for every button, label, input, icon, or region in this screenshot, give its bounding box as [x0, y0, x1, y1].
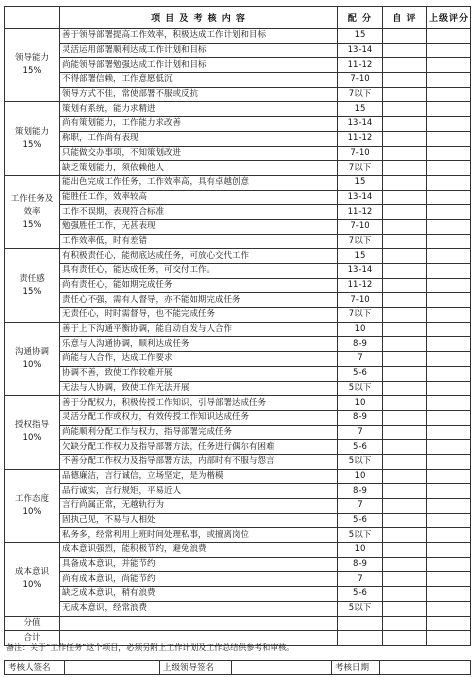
- self-eval-cell[interactable]: [383, 249, 427, 264]
- table-row: [5, 161, 471, 176]
- item-text: 无法与人协调，致使工作无法开展: [60, 381, 338, 396]
- superior-eval-cell[interactable]: [427, 513, 471, 528]
- table-row: [5, 264, 471, 279]
- item-text: 领导方式不佳，常使部署不服或反抗: [60, 87, 338, 102]
- item-score: 5-6: [338, 366, 383, 381]
- self-eval-cell[interactable]: [383, 308, 427, 323]
- item-score: 15: [338, 249, 383, 264]
- self-eval-cell[interactable]: [383, 440, 427, 455]
- item-score: 5以下: [338, 381, 383, 396]
- score-cell[interactable]: [60, 616, 338, 631]
- table-row: [5, 293, 471, 308]
- superior-eval-cell[interactable]: [427, 587, 471, 602]
- item-text: 尚能领导部署勉强达成工作计划和目标: [60, 58, 338, 73]
- item-score: 11-12: [338, 58, 383, 73]
- table-row: [5, 29, 471, 44]
- signature-row: [4, 660, 471, 675]
- header-score: 配 分: [338, 7, 383, 29]
- superior-eval-cell[interactable]: [427, 396, 471, 411]
- table-row: [5, 308, 471, 323]
- total-cell[interactable]: [427, 631, 471, 646]
- self-eval-cell[interactable]: [383, 557, 427, 572]
- item-score: 7以下: [338, 308, 383, 323]
- evaluation-body: [5, 29, 471, 617]
- total-cell[interactable]: [383, 631, 427, 646]
- table-header-row: [5, 7, 471, 29]
- category-cell: [5, 102, 60, 175]
- item-text: 具备成本意识，并能节约: [60, 557, 338, 572]
- superior-eval-cell[interactable]: [427, 190, 471, 205]
- item-score: 10: [338, 543, 383, 558]
- table-row: [5, 396, 471, 411]
- superior-eval-cell[interactable]: [427, 102, 471, 117]
- self-eval-cell[interactable]: [383, 205, 427, 220]
- table-row: [5, 513, 471, 528]
- table-row: [5, 499, 471, 514]
- superior-eval-cell[interactable]: [427, 337, 471, 352]
- item-text: 具有责任心，能达成任务，可交付工作。: [60, 264, 338, 279]
- item-text: 固执己见，不易与人相处: [60, 513, 338, 528]
- table-row: [5, 43, 471, 58]
- category-title: 工作任务及效率: [10, 193, 54, 217]
- item-text: 品德廉洁，言行诚信，立场坚定，是为楷模: [60, 469, 338, 484]
- item-text: 尚能顺利分配工作与权力，指导部署完成任务: [60, 425, 338, 440]
- self-eval-cell[interactable]: [383, 175, 427, 190]
- self-eval-cell[interactable]: [383, 102, 427, 117]
- category-cell: [5, 29, 60, 102]
- self-eval-cell[interactable]: [383, 454, 427, 469]
- self-eval-cell[interactable]: [383, 572, 427, 587]
- self-eval-cell[interactable]: [383, 146, 427, 161]
- superior-eval-cell[interactable]: [427, 308, 471, 323]
- table-row: [5, 131, 471, 146]
- item-text: 欠缺分配工作权力及指导部署方法，任务进行偶尔有困难: [60, 440, 338, 455]
- item-score: 8-9: [338, 557, 383, 572]
- table-row: [5, 278, 471, 293]
- table-row: [5, 73, 471, 88]
- item-text: 工作效率低，时有差错: [60, 234, 338, 249]
- superior-sign-field[interactable]: [232, 661, 332, 675]
- self-eval-cell[interactable]: [383, 131, 427, 146]
- superior-eval-cell[interactable]: [427, 322, 471, 337]
- superior-eval-cell[interactable]: [427, 454, 471, 469]
- item-score: 15: [338, 175, 383, 190]
- table-row: [5, 322, 471, 337]
- category-weight: 15%: [22, 66, 42, 77]
- self-eval-cell[interactable]: [383, 396, 427, 411]
- superior-eval-cell[interactable]: [427, 557, 471, 572]
- superior-eval-cell[interactable]: [427, 117, 471, 132]
- item-score: 5-6: [338, 587, 383, 602]
- superior-eval-cell[interactable]: [427, 381, 471, 396]
- item-text: 灵活运用部署顺利达成工作计划和目标: [60, 43, 338, 58]
- category-cell: [5, 249, 60, 322]
- table-row: [5, 87, 471, 102]
- header-category: [5, 7, 60, 29]
- item-score: 7-10: [338, 219, 383, 234]
- superior-eval-cell[interactable]: [427, 278, 471, 293]
- self-eval-cell[interactable]: [383, 543, 427, 558]
- table-row: [5, 352, 471, 367]
- date-label: 考核日期: [332, 661, 380, 675]
- header-superior-eval: 上级评分: [427, 7, 471, 29]
- self-eval-cell[interactable]: [383, 117, 427, 132]
- item-text: 策划有系统，能力求精进: [60, 102, 338, 117]
- table-row: [5, 572, 471, 587]
- header-self-eval: 自 评: [383, 7, 427, 29]
- superior-eval-cell[interactable]: [427, 161, 471, 176]
- self-eval-cell[interactable]: [383, 161, 427, 176]
- item-score: 15: [338, 29, 383, 44]
- self-eval-cell[interactable]: [383, 587, 427, 602]
- superior-eval-cell[interactable]: [427, 29, 471, 44]
- superior-eval-cell[interactable]: [427, 219, 471, 234]
- item-score: 10: [338, 396, 383, 411]
- table-row: [5, 381, 471, 396]
- item-score: 8-9: [338, 410, 383, 425]
- item-text: 无成本意识，经常浪费: [60, 601, 338, 616]
- category-cell: [5, 396, 60, 469]
- item-score: 8-9: [338, 337, 383, 352]
- self-eval-cell[interactable]: [383, 381, 427, 396]
- item-score: 7-10: [338, 73, 383, 88]
- score-row: [5, 616, 471, 631]
- table-row: [5, 484, 471, 499]
- self-eval-cell[interactable]: [383, 73, 427, 88]
- table-row: [5, 234, 471, 249]
- item-text: 灵活分配工作或权力，有效传授工作知识达成任务: [60, 410, 338, 425]
- score-label: 分值: [5, 616, 60, 631]
- self-eval-cell[interactable]: [383, 366, 427, 381]
- item-score: 7: [338, 425, 383, 440]
- category-title: 授权指导: [14, 420, 49, 431]
- table-row: [5, 587, 471, 602]
- table-row: [5, 58, 471, 73]
- total-label: 合计: [5, 631, 60, 646]
- item-score: 7: [338, 572, 383, 587]
- self-eval-cell[interactable]: [383, 601, 427, 616]
- superior-eval-cell[interactable]: [427, 572, 471, 587]
- item-text: 不善分配工作权力及指导部署方法，内部时有不服与怨言: [60, 454, 338, 469]
- score-cell[interactable]: [338, 616, 383, 631]
- category-weight: 15%: [22, 219, 42, 230]
- score-cell[interactable]: [383, 616, 427, 631]
- table-row: [5, 205, 471, 220]
- item-text: 工作不误期，表现符合标准: [60, 205, 338, 220]
- item-score: 7-10: [338, 146, 383, 161]
- item-text: 缺乏成本意识，稍有浪费: [60, 587, 338, 602]
- table-row: [5, 146, 471, 161]
- item-score: 7以下: [338, 87, 383, 102]
- item-text: 成本意识强烈，能积极节约，避免浪费: [60, 543, 338, 558]
- reviewer-sign-field[interactable]: [65, 661, 160, 675]
- superior-eval-cell[interactable]: [427, 543, 471, 558]
- item-text: 善于领导部署提高工作效率，积极达成工作计划和目标: [60, 29, 338, 44]
- table-row: [5, 440, 471, 455]
- item-text: 尚有成本意识，尚能节约: [60, 572, 338, 587]
- item-score: 5-6: [338, 440, 383, 455]
- category-weight: 10%: [22, 359, 42, 370]
- superior-eval-cell[interactable]: [427, 352, 471, 367]
- item-score: 13-14: [338, 190, 383, 205]
- superior-eval-cell[interactable]: [427, 528, 471, 543]
- score-cell[interactable]: [427, 616, 471, 631]
- item-text: 私务多，经常利用上班时间处理私事，或擅离岗位: [60, 528, 338, 543]
- item-score: 5-6: [338, 513, 383, 528]
- superior-eval-cell[interactable]: [427, 601, 471, 616]
- item-text: 言行尚属正常，无越轨行为: [60, 499, 338, 514]
- remark-note: 备注：关于“工作任务”这个项目，必须另附上工作计划及工作总结供参考和审核。: [6, 643, 295, 652]
- item-score: 13-14: [338, 43, 383, 58]
- category-title: 领导能力: [14, 53, 49, 64]
- item-text: 责任心不强，需有人督导，亦不能如期完成任务: [60, 293, 338, 308]
- category-title: 成本意识: [14, 567, 49, 578]
- superior-eval-cell[interactable]: [427, 469, 471, 484]
- self-eval-cell[interactable]: [383, 43, 427, 58]
- item-text: 有积极责任心，能彻底达成任务，可放心交代工作: [60, 249, 338, 264]
- date-field[interactable]: [380, 661, 471, 675]
- self-eval-cell[interactable]: [383, 87, 427, 102]
- self-eval-cell[interactable]: [383, 219, 427, 234]
- reviewer-sign-label: 考核人签名: [5, 661, 65, 675]
- item-score: 11-12: [338, 278, 383, 293]
- self-eval-cell[interactable]: [383, 528, 427, 543]
- header-item-content: 项 目 及 考 核 内 容: [60, 7, 338, 29]
- item-score: 7: [338, 352, 383, 367]
- superior-eval-cell[interactable]: [427, 146, 471, 161]
- item-text: 协调不善，致使工作较难开展: [60, 366, 338, 381]
- item-text: 不得部署信赖，工作意愿低沉: [60, 73, 338, 88]
- category-title: 工作态度: [14, 493, 49, 504]
- superior-eval-cell[interactable]: [427, 249, 471, 264]
- superior-eval-cell[interactable]: [427, 425, 471, 440]
- category-cell: [5, 469, 60, 542]
- item-score: 5以下: [338, 454, 383, 469]
- item-score: 10: [338, 322, 383, 337]
- self-eval-cell[interactable]: [383, 499, 427, 514]
- superior-eval-cell[interactable]: [427, 264, 471, 279]
- item-score: 11-12: [338, 205, 383, 220]
- category-weight: 10%: [22, 580, 42, 591]
- item-text: 能胜任工作，效率较高: [60, 190, 338, 205]
- self-eval-cell[interactable]: [383, 352, 427, 367]
- category-cell: [5, 543, 60, 616]
- item-score: 10: [338, 469, 383, 484]
- table-row: [5, 601, 471, 616]
- self-eval-cell[interactable]: [383, 337, 427, 352]
- superior-eval-cell[interactable]: [427, 440, 471, 455]
- table-row: [5, 117, 471, 132]
- superior-eval-cell[interactable]: [427, 293, 471, 308]
- item-text: 称职，工作尚有表现: [60, 131, 338, 146]
- self-eval-cell[interactable]: [383, 410, 427, 425]
- item-text: 能出色完成工作任务，工作效率高，具有卓越创意: [60, 175, 338, 190]
- superior-eval-cell[interactable]: [427, 43, 471, 58]
- superior-eval-cell[interactable]: [427, 366, 471, 381]
- self-eval-cell[interactable]: [383, 264, 427, 279]
- table-row: [5, 425, 471, 440]
- self-eval-cell[interactable]: [383, 484, 427, 499]
- item-score: 11-12: [338, 131, 383, 146]
- item-score: 13-14: [338, 117, 383, 132]
- superior-eval-cell[interactable]: [427, 87, 471, 102]
- superior-eval-cell[interactable]: [427, 73, 471, 88]
- superior-sign-label: 上级领导签名: [160, 661, 232, 675]
- table-row: [5, 543, 471, 558]
- self-eval-cell[interactable]: [383, 190, 427, 205]
- category-title: 责任感: [19, 273, 45, 284]
- table-row: [5, 219, 471, 234]
- category-weight: 15%: [22, 286, 42, 297]
- table-row: [5, 337, 471, 352]
- item-text: 尚有责任心，能如期完成任务: [60, 278, 338, 293]
- self-eval-cell[interactable]: [383, 322, 427, 337]
- item-text: 勉强胜任工作，无甚表现: [60, 219, 338, 234]
- table-row: [5, 249, 471, 264]
- category-weight: 15%: [22, 139, 42, 150]
- category-cell: [5, 322, 60, 395]
- total-cell[interactable]: [338, 631, 383, 646]
- table-row: [5, 366, 471, 381]
- item-score: 13-14: [338, 264, 383, 279]
- item-text: 乐意与人沟通协调，顺利达成任务: [60, 337, 338, 352]
- item-text: 尚能与人合作，达成工作要求: [60, 352, 338, 367]
- category-title: 策划能力: [14, 126, 49, 137]
- table-row: [5, 410, 471, 425]
- table-row: [5, 454, 471, 469]
- item-score: 15: [338, 102, 383, 117]
- superior-eval-cell[interactable]: [427, 205, 471, 220]
- self-eval-cell[interactable]: [383, 293, 427, 308]
- item-score: 7以下: [338, 161, 383, 176]
- table-row: [5, 469, 471, 484]
- item-score: 7以下: [338, 234, 383, 249]
- category-weight: 10%: [22, 433, 42, 444]
- table-row: [5, 557, 471, 572]
- item-text: 善于分配权力，积极传授工作知识，引导部署达成任务: [60, 396, 338, 411]
- item-score: 7: [338, 499, 383, 514]
- item-score: 7-10: [338, 293, 383, 308]
- item-text: 尚有策划能力，工作能力求改善: [60, 117, 338, 132]
- category-cell: [5, 175, 60, 248]
- item-text: 缺乏策划能力，须依赖他人: [60, 161, 338, 176]
- category-weight: 10%: [22, 506, 42, 517]
- table-row: [5, 175, 471, 190]
- self-eval-cell[interactable]: [383, 278, 427, 293]
- table-row: [5, 102, 471, 117]
- self-eval-cell[interactable]: [383, 513, 427, 528]
- self-eval-cell[interactable]: [383, 469, 427, 484]
- superior-eval-cell[interactable]: [427, 499, 471, 514]
- self-eval-cell[interactable]: [383, 425, 427, 440]
- superior-eval-cell[interactable]: [427, 484, 471, 499]
- category-title: 沟通协调: [14, 346, 49, 357]
- item-text: 品行诚实，言行规矩，平易近人: [60, 484, 338, 499]
- superior-eval-cell[interactable]: [427, 58, 471, 73]
- item-score: 8-9: [338, 484, 383, 499]
- superior-eval-cell[interactable]: [427, 131, 471, 146]
- superior-eval-cell[interactable]: [427, 175, 471, 190]
- evaluation-table: [4, 6, 471, 646]
- table-row: [5, 528, 471, 543]
- self-eval-cell[interactable]: [383, 234, 427, 249]
- superior-eval-cell[interactable]: [427, 234, 471, 249]
- item-score: 5以下: [338, 601, 383, 616]
- item-text: 只能做交办事项，不知策划改进: [60, 146, 338, 161]
- item-text: 无责任心，时时需督导，也不能完成任务: [60, 308, 338, 323]
- superior-eval-cell[interactable]: [427, 410, 471, 425]
- table-row: [5, 190, 471, 205]
- item-text: 善于上下沟通平衡协调，能自动自发与人合作: [60, 322, 338, 337]
- self-eval-cell[interactable]: [383, 29, 427, 44]
- item-score: 5以下: [338, 528, 383, 543]
- self-eval-cell[interactable]: [383, 58, 427, 73]
